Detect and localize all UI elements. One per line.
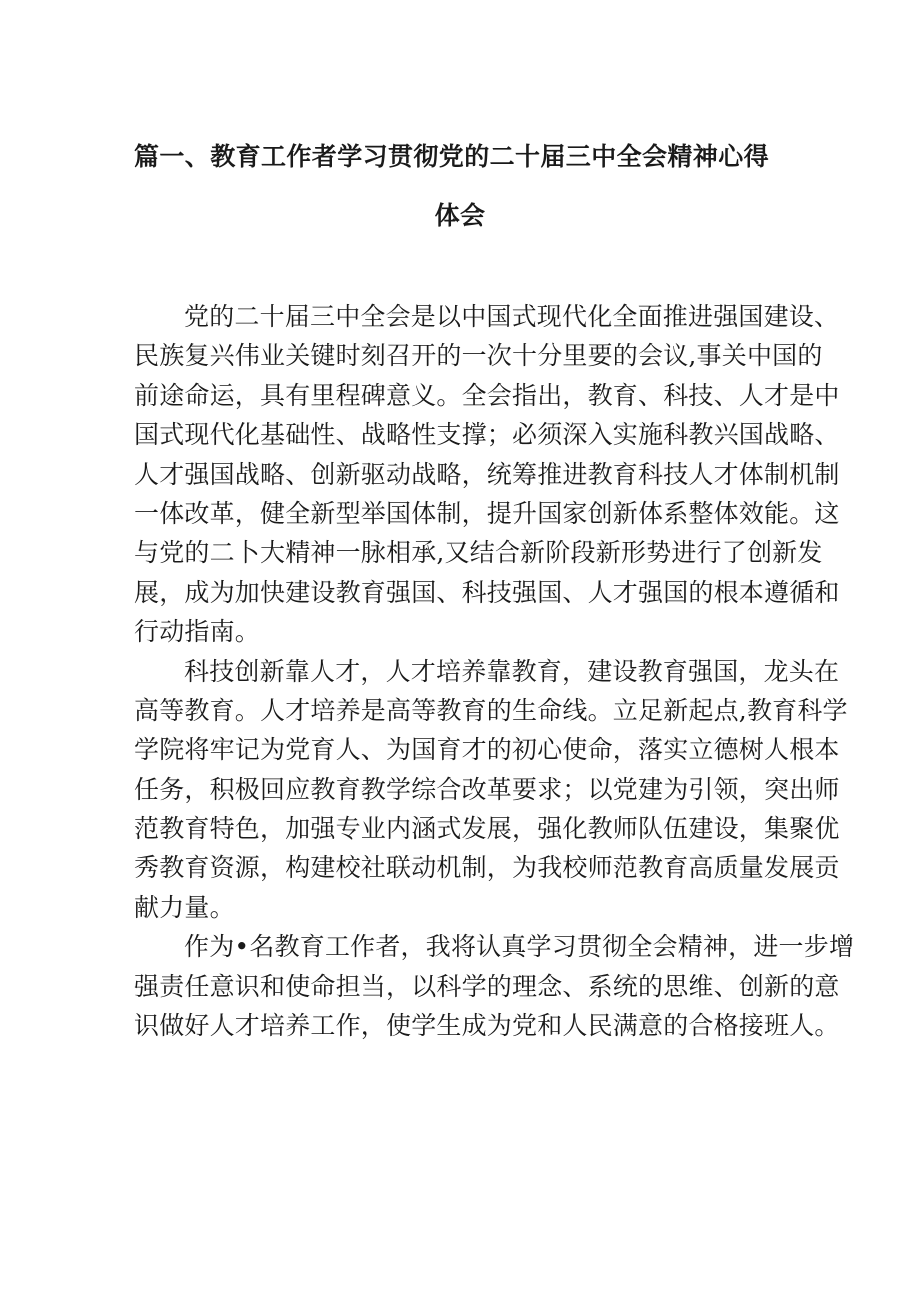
paragraph-line: 识做好人才培养工作，使学生成为党和人民满意的合格接班人。 bbox=[134, 1011, 840, 1041]
paragraph-3 bbox=[134, 927, 855, 1045]
paragraph-line: 科技创新靠人才，人才培养靠教育，建设教育强国，龙头在 bbox=[184, 656, 840, 686]
paragraph-line: 强责任意识和使命担当，以科学的理念、系统的思维、创新的意 bbox=[134, 971, 840, 1001]
paragraph-line: 高等教育。人才培养是高等教育的生命线。立足新起点,教育科学 bbox=[134, 695, 848, 725]
paragraph-line: 前途命运，具有里程碑意义。全会指出，教育、科技、人才是中 bbox=[134, 380, 840, 410]
document-title-continuation: 体会 bbox=[434, 201, 486, 230]
paragraph-line: 献力量。 bbox=[134, 892, 235, 922]
paragraph-line: 党的二十届三中全会是以中国式现代化全面推进强国建设、 bbox=[184, 302, 840, 331]
paragraph-line: 行动指南。 bbox=[134, 617, 261, 647]
paragraph-line: 学院将牢记为党育人、为国育才的初心使命，落实立德树人根本 bbox=[134, 735, 840, 765]
paragraph-line: 人才强国战略、创新驱动战略，统筹推进教育科技人才体制机制 bbox=[134, 459, 840, 489]
paragraph-line: 作为•名教育工作者，我将认真学习贯彻全会精神，进一步增 bbox=[184, 932, 855, 962]
paragraph-1 bbox=[134, 297, 840, 652]
paragraph-line: 国式现代化基础性、战略性支撑；必须深入实施科教兴国战略、 bbox=[134, 420, 840, 450]
paragraph-line: 与党的二卜大精神一脉相承,又结合新阶段新形势进行了创新发 bbox=[134, 538, 823, 568]
paragraph-2 bbox=[134, 652, 848, 928]
paragraph-line: 民族复兴伟业关键时刻召开的一次十分里要的会议,事关中国的 bbox=[134, 341, 823, 371]
document-body bbox=[134, 297, 855, 1045]
paragraph-line: 范教育特色，加强专业内涵式发展，强化教师队伍建设，集聚优 bbox=[134, 814, 840, 844]
paragraph-line: 任务，积极回应教育教学综合改革要求；以党建为引领，突出师 bbox=[134, 774, 840, 804]
paragraph-line: 秀教育资源，构建校社联动机制，为我校师范教育高质量发展贡 bbox=[134, 853, 840, 883]
paragraph-line: 一体改革，健全新型举国体制，提升国家创新体系整体效能。这 bbox=[134, 498, 840, 528]
paragraph-line: 展，成为加快建设教育强国、科技强国、人才强国的根本遵循和 bbox=[134, 577, 840, 607]
document-title: 篇一、教育工作者学习贯彻党的二十届三中全会精神心得 bbox=[134, 142, 770, 171]
